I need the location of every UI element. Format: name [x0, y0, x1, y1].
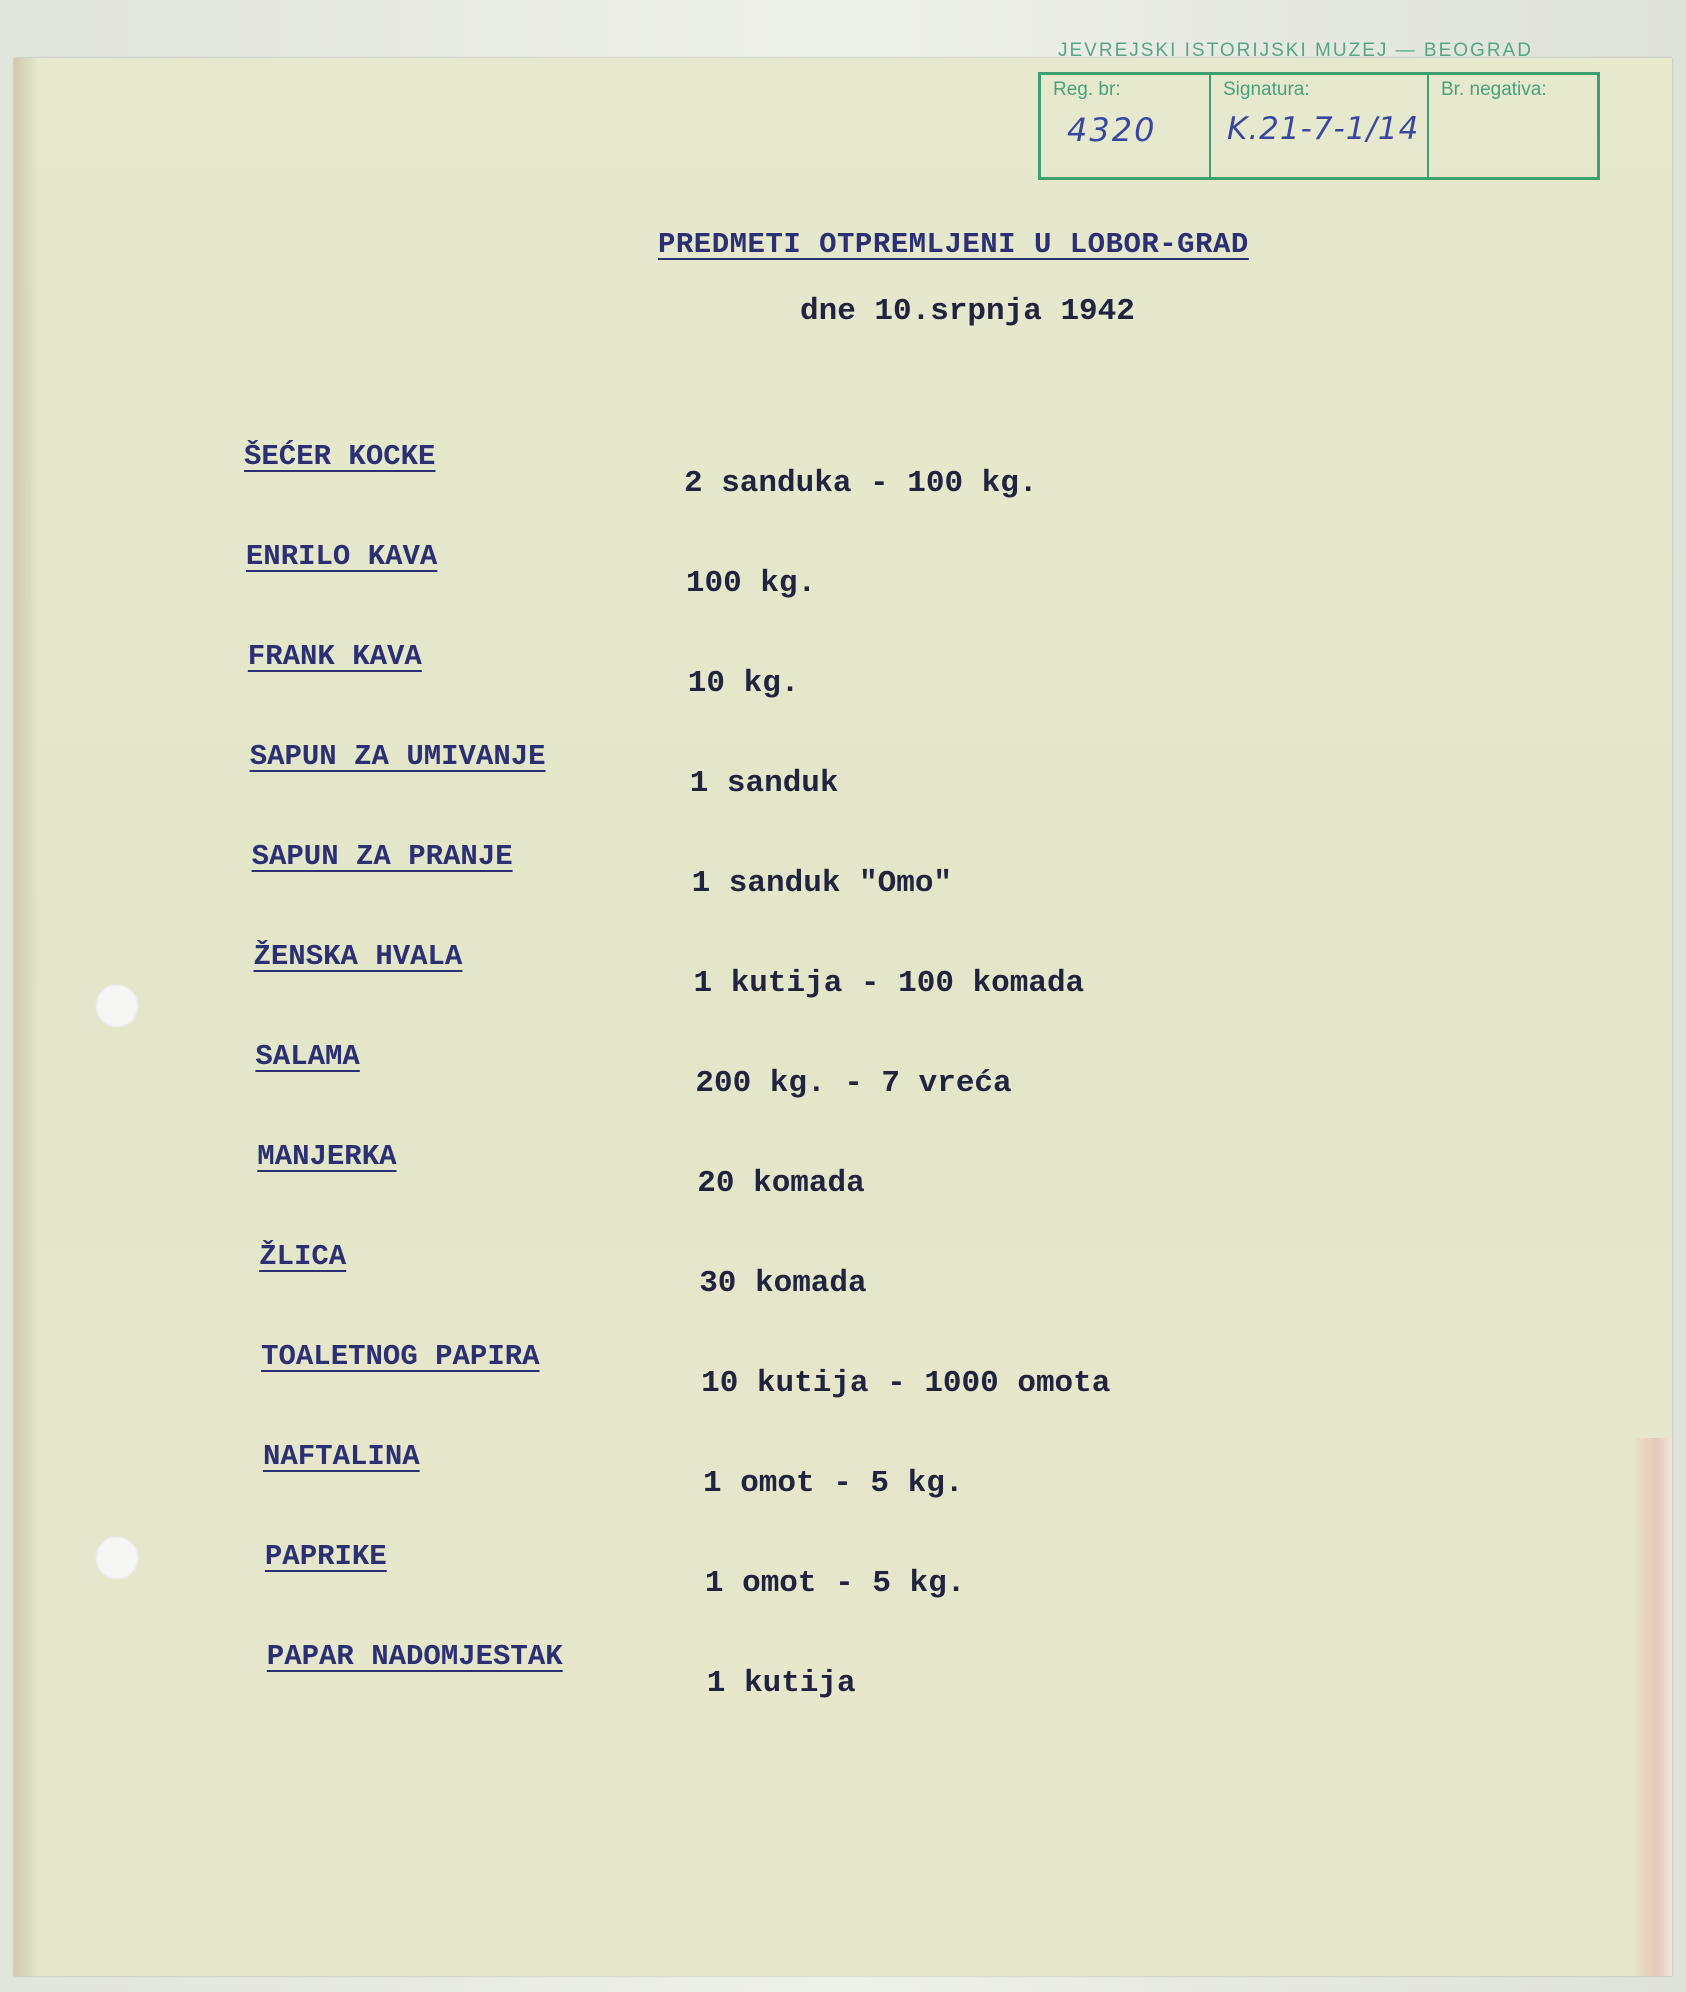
item-name: PAPRIKE — [264, 1540, 387, 1573]
item-quantity: 1 omot - 5 kg. — [704, 1566, 966, 1601]
item-quantity: 1 kutija — [706, 1666, 856, 1701]
item-quantity: 1 omot - 5 kg. — [703, 1466, 964, 1501]
item-quantity: 1 sanduk — [689, 766, 839, 801]
stamp-reg-value: 4320 — [1067, 111, 1157, 149]
item-name: TOALETNOG PAPIRA — [261, 1340, 540, 1373]
item-quantity: 1 kutija - 100 komada — [693, 966, 1085, 1001]
item-quantity: 10 kg. — [687, 666, 800, 701]
stamp-reg-label: Reg. br: — [1053, 79, 1121, 100]
item-name: ŠEĆER KOCKE — [244, 440, 436, 473]
item-quantity: 1 sanduk "Omo" — [691, 866, 953, 901]
item-name: ENRILO KAVA — [245, 540, 438, 573]
item-name: ŽLICA — [259, 1240, 347, 1273]
stamp-sig-label: Signatura: — [1223, 79, 1310, 100]
document-title: PREDMETI OTPREMLJENI U LOBOR-GRAD — [658, 228, 1249, 261]
item-quantity: 200 kg. - 7 vreća — [695, 1066, 1012, 1101]
item-name: SAPUN ZA UMIVANJE — [249, 740, 546, 773]
item-quantity: 100 kg. — [685, 566, 817, 601]
item-quantity: 20 komada — [697, 1166, 865, 1201]
stamp-neg-label: Br. negativa: — [1441, 79, 1547, 100]
item-quantity: 30 komada — [699, 1266, 867, 1301]
item-quantity: 2 sanduka - 100 kg. — [684, 466, 1038, 501]
stamp-sig-value: K.21-7-1/14 — [1227, 111, 1420, 147]
document-date: dne 10.srpnja 1942 — [800, 294, 1135, 329]
item-name: MANJERKA — [257, 1140, 397, 1173]
item-name: SAPUN ZA PRANJE — [251, 840, 513, 873]
item-name: ŽENSKA HVALA — [253, 940, 463, 973]
item-name: PAPAR NADOMJESTAK — [266, 1640, 563, 1673]
item-name: FRANK KAVA — [247, 640, 422, 673]
item-name: NAFTALINA — [263, 1440, 420, 1473]
item-name: SALAMA — [255, 1040, 360, 1073]
stamp-header: JEVREJSKI ISTORIJSKI MUZEJ — BEOGRAD — [1058, 40, 1533, 61]
item-quantity: 10 kutija - 1000 omota — [701, 1366, 1111, 1401]
